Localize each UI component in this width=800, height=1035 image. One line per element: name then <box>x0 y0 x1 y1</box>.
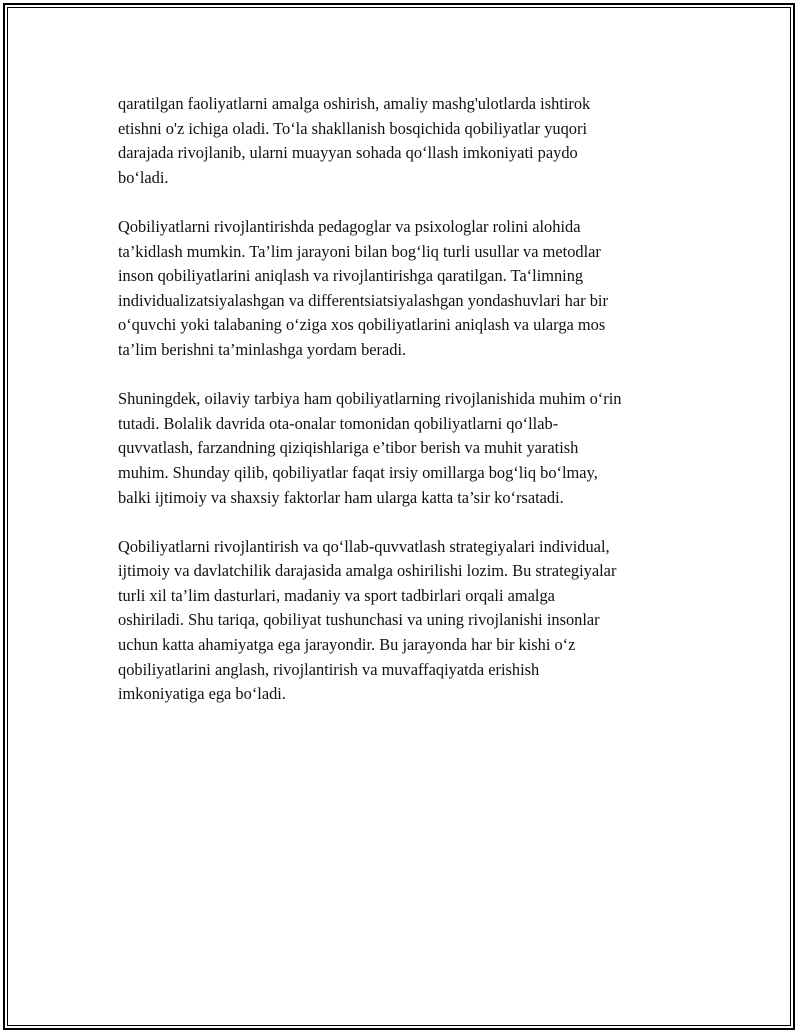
text-line: oshiriladi. Shu tariqa, qobiliyat tushunchasi va uning rivojlanishi insonlar <box>118 610 600 630</box>
text-line: quvvatlash, farzandning qiziqishlariga e’tibor berish va muhit yaratish <box>118 438 579 458</box>
text-line: etishni o'z ichiga oladi. To‘la shakllanish bosqichida qobiliyatlar yuqori <box>118 118 587 138</box>
text-line: Qobiliyatlarni rivojlantirish va qo‘llab-quvvatlash strategiyalari individual, <box>118 536 610 556</box>
text-line: ijtimoiy va davlatchilik darajasida amalga oshirilishi lozim. Bu strategiyalar <box>118 561 617 581</box>
text-line: individualizatsiyalashgan va differentsiatsiyalashgan yondashuvlari har bir <box>118 290 608 310</box>
text-line: turli xil ta’lim dasturlari, madaniy va sport tadbirlari orqali amalga <box>118 585 555 605</box>
text-line: tutadi. Bolalik davrida ota-onalar tomonidan qobiliyatlarni qo‘llab- <box>118 413 559 433</box>
text-line: o‘quvchi yoki talabaning o‘ziga xos qobiliyatlarini aniqlash va ularga mos <box>118 315 606 335</box>
text-line: ta’kidlash mumkin. Ta’lim jarayoni bilan bog‘liq turli usullar va metodlar <box>118 241 601 261</box>
paragraph-4 <box>118 535 698 707</box>
text-line: inson qobiliyatlarini aniqlash va rivojlantirishga qaratilgan. Ta‘limning <box>118 266 584 286</box>
text-line: darajada rivojlanib, ularni muayyan sohada qo‘llash imkoniyati paydo <box>118 143 578 163</box>
text-line: ta’lim berishni ta’minlashga yordam beradi. <box>118 339 407 359</box>
document-body <box>118 92 698 731</box>
paragraph-2 <box>118 215 698 363</box>
text-line: imkoniyatiga ega bo‘ladi. <box>118 684 286 704</box>
text-line: Shuningdek, oilaviy tarbiya ham qobiliyatlarning rivojlanishida muhim o‘rin <box>118 389 622 409</box>
text-line: Qobiliyatlarni rivojlantirishda pedagoglar va psixologlar rolini alohida <box>118 216 581 236</box>
text-line: qaratilgan faoliyatlarni amalga oshirish, amaliy mashg'ulotlarda ishtirok <box>118 94 591 113</box>
text-line: bo‘ladi. <box>118 167 169 187</box>
text-line: qobiliyatlarini anglash, rivojlantirish va muvaffaqiyatda erishish <box>118 659 540 679</box>
paragraph-3 <box>118 387 698 510</box>
paragraph-1 <box>118 92 698 190</box>
text-line: muhim. Shunday qilib, qobiliyatlar faqat irsiy omillarga bog‘liq bo‘lmay, <box>118 462 598 482</box>
text-line: uchun katta ahamiyatga ega jarayondir. Bu jarayonda har bir kishi o‘z <box>118 635 576 655</box>
text-line: balki ijtimoiy va shaxsiy faktorlar ham ularga katta ta’sir ko‘rsatadi. <box>118 487 564 507</box>
